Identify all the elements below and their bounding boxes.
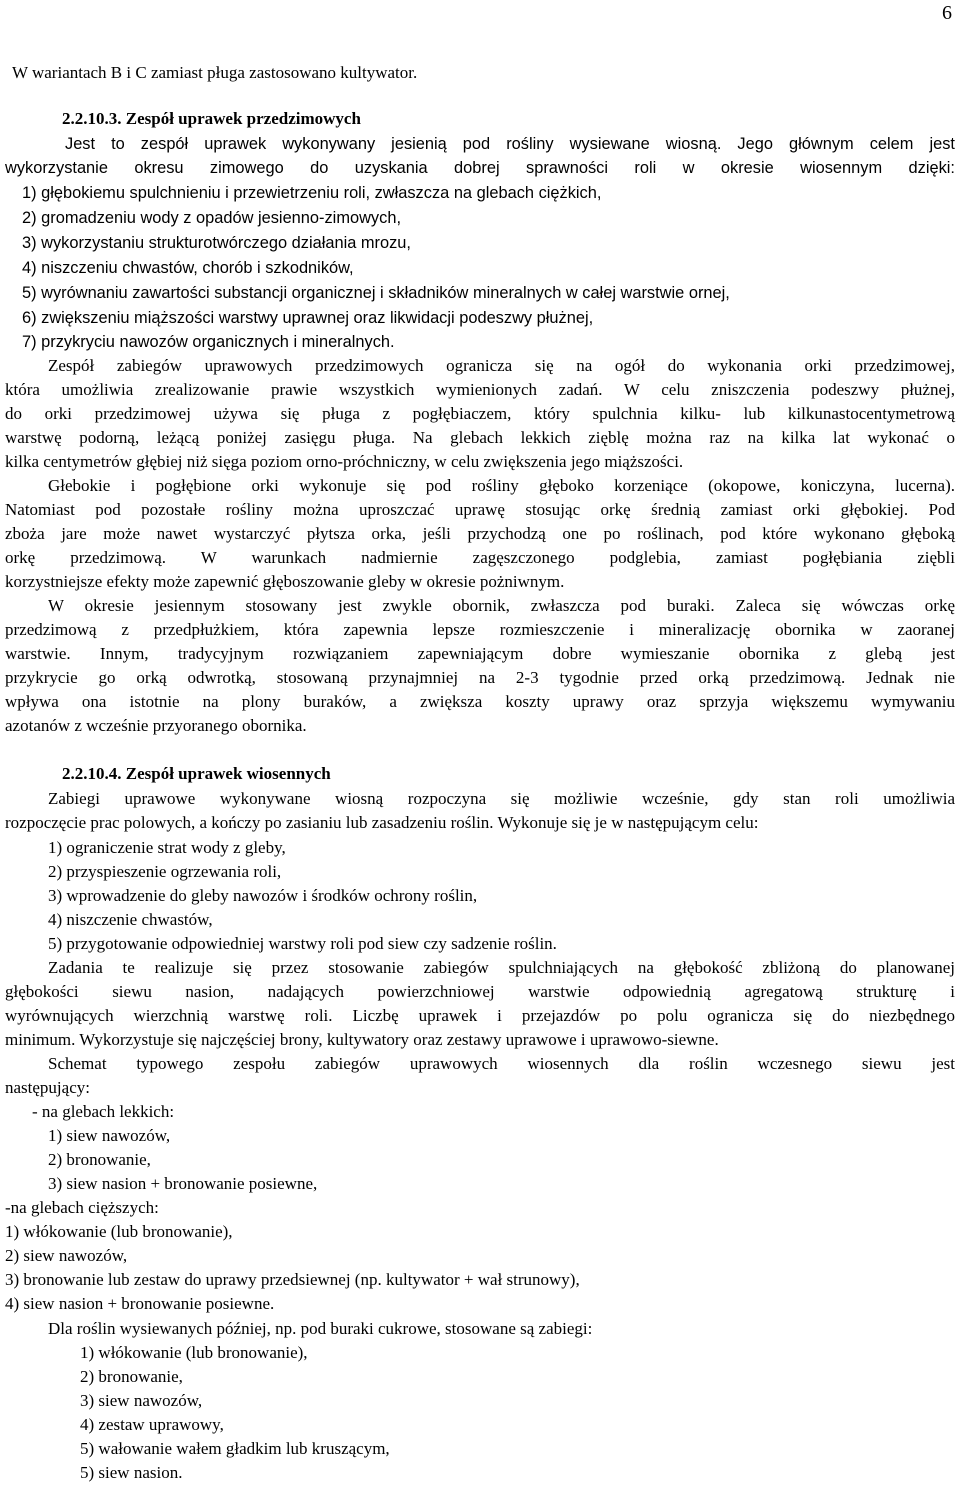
list-item: 4) siew nasion + bronowanie posiewne. (5, 1294, 275, 1313)
paragraph-line: przykrycie go orką odwrotką, stosowaną przynajmniej na 2-3 tygodnie przed orką przedzimową. Jednak nie (5, 668, 955, 687)
list-item: 5) przygotowanie odpowiedniej warstwy roli pod siew czy sadzenie roślin. (48, 934, 557, 953)
paragraph-line: zboża jare może nawet wystarczyć płytsza orka, jeśli przychodzą one po roślinach, pod które wykonano głęboką (5, 524, 955, 543)
paragraph-line: Dla roślin wysiewanych później, np. pod buraki cukrowe, stosowane są zabiegi: (48, 1319, 593, 1338)
list-item: 3) siew nasion + bronowanie posiewne, (48, 1174, 318, 1193)
paragraph-line: Schemat typowego zespołu zabiegów uprawowych wiosennych dla roślin wczesnego siewu jest (48, 1054, 955, 1073)
list-item: 5) wyrównaniu zawartości substancji organicznej i składników mineralnych w całej warstwie ornej, (22, 284, 730, 302)
list-item: 2) bronowanie, (80, 1367, 183, 1386)
paragraph-line: która umożliwia zrealizowanie prawie wszystkich wymienionych zadań. W celu zniszczenia podeszwy płużnej, (5, 380, 955, 399)
paragraph-line: do orki przedzimowej używa się pługa z pogłębiaczem, który spulchnia kilku- lub kilkunastocentymetrową (5, 404, 955, 423)
page-number: 6 (942, 2, 952, 24)
list-item: 5) wałowanie wałem gładkim lub kruszącym, (80, 1439, 390, 1458)
paragraph-line: orkę przedzimową. W warunkach nadmiernie zagęszczonego podglebia, zamiast pogłębiania ziębli (5, 548, 955, 567)
paragraph-line: rozpoczęcie prac polowych, a kończy po zasianiu lub zasadzeniu roślin. Wykonuje się je w następującym celu: (5, 813, 759, 832)
list-item: 1) włókowanie (lub bronowanie), (5, 1222, 233, 1241)
list-item: 3) siew nawozów, (80, 1391, 203, 1410)
paragraph-line: wpływa ona istotnie na plony buraków, a zwiększa koszty uprawy oraz sprzyja większemu wymywaniu (5, 692, 955, 711)
list-item: 1) siew nawozów, (48, 1126, 171, 1145)
list-item: 4) niszczeniu chwastów, chorób i szkodników, (22, 259, 354, 277)
paragraph-line: warstwę podorną, leżącą poniżej zasięgu pługa. Na glebach lekkich zięblę można raz na kilka lat wykonać o (5, 428, 955, 447)
list-item: 2) przyspieszenie ogrzewania roli, (48, 862, 282, 881)
paragraph-line: Jest to zespół uprawek wykonywany jesienią pod rośliny wysiewane wiosną. Jego głównym celem jest (65, 135, 955, 153)
intro-line: W wariantach B i C zamiast pługa zastosowano kultywator. (12, 63, 418, 82)
list-item: 1) ograniczenie strat wody z gleby, (48, 838, 286, 857)
list-item: 3) wprowadzenie do gleby nawozów i środków ochrony roślin, (48, 886, 478, 905)
list-item: 3) wykorzystaniu strukturotwórczego działania mrozu, (22, 234, 411, 252)
paragraph-line: Zespół zabiegów uprawowych przedzimowych ogranicza się na ogół do wykonania orki przedzimowej, (48, 356, 955, 375)
list-item: 2) siew nawozów, (5, 1246, 128, 1265)
list-item: 7) przykryciu nawozów organicznych i mineralnych. (22, 333, 395, 351)
paragraph-line: warstwie. Innym, tradycyjnym rozwiązaniem zapewniającym dobre wymieszanie obornika z glebą jest (5, 644, 955, 663)
paragraph-line: minimum. Wykorzystuje się najczęściej brony, kultywatory oraz zestawy uprawowe i uprawowo-siewne. (5, 1030, 719, 1049)
paragraph-line: głębokości siewu nasion, nadających powierzchniowej warstwie odpowiednią agregatową strukturę i (5, 982, 955, 1001)
list-item: 2) bronowanie, (48, 1150, 151, 1169)
paragraph-line: wyrównujących wierzchnią warstwę roli. Liczbę uprawek i przejazdów po polu ogranicza się do niezbędnego (5, 1006, 955, 1025)
list-item: 3) bronowanie lub zestaw do uprawy przedsiewnej (np. kultywator + wał strunowy), (5, 1270, 580, 1289)
paragraph-line: Zabiegi uprawowe wykonywane wiosną rozpoczyna się możliwie wcześnie, gdy stan roli umożliwia (48, 789, 955, 808)
paragraph-line: korzystniejsze efekty może zapewnić głęboszowanie gleby w okresie pożniwnym. (5, 572, 565, 591)
list-item: 1) głębokiemu spulchnieniu i przewietrzeniu roli, zwłaszcza na glebach ciężkich, (22, 184, 602, 202)
paragraph-line: W okresie jesiennym stosowany jest zwykle obornik, zwłaszcza pod buraki. Zaleca się wówczas orkę (48, 596, 955, 615)
paragraph-line: kilka centymetrów głębiej niż sięga poziom orno-próchniczny, w celu zwiększenia jego miąższości. (5, 452, 684, 471)
paragraph-line: przedzimową z przedpłużkiem, która zapewnia lepsze rozmieszczenie i mineralizację obornika w zaoranej (5, 620, 955, 639)
section-heading-pre-winter: 2.2.10.3. Zespół uprawek przedzimowych (62, 109, 361, 128)
paragraph-line: Głebokie i pogłębione orki wykonuje się pod rośliny głęboko korzeniące (okopowe, koniczyna, lucerna). (48, 476, 955, 495)
list-item: 4) zestaw uprawowy, (80, 1415, 224, 1434)
list-label-heavy-soils: -na glebach cięższych: (5, 1198, 159, 1217)
paragraph-line: Natomiast pod pozostałe rośliny można uproszczać uprawę stosując orkę średnią zamiast orki głębokiej. Pod (5, 500, 955, 519)
section-heading-spring: 2.2.10.4. Zespół uprawek wiosennych (62, 764, 331, 783)
paragraph-line: azotanów z wcześnie przyoranego obornika. (5, 716, 307, 735)
list-label-light-soils: - na glebach lekkich: (32, 1102, 175, 1121)
paragraph-line: wykorzystanie okresu zimowego do uzyskania dobrej sprawności roli w okresie wiosennym dzięki: (5, 159, 955, 177)
paragraph-line: Zadania te realizuje się przez stosowanie zabiegów spulchniających na głębokość zbliżoną do planowanej (48, 958, 955, 977)
list-item: 1) włókowanie (lub bronowanie), (80, 1343, 308, 1362)
list-item: 4) niszczenie chwastów, (48, 910, 213, 929)
list-item: 2) gromadzeniu wody z opadów jesienno-zimowych, (22, 209, 401, 227)
list-item: 6) zwiększeniu miąższości warstwy uprawnej oraz likwidacji podeszwy płużnej, (22, 309, 594, 327)
paragraph-line: następujący: (5, 1078, 90, 1097)
list-item: 5) siew nasion. (80, 1463, 183, 1482)
